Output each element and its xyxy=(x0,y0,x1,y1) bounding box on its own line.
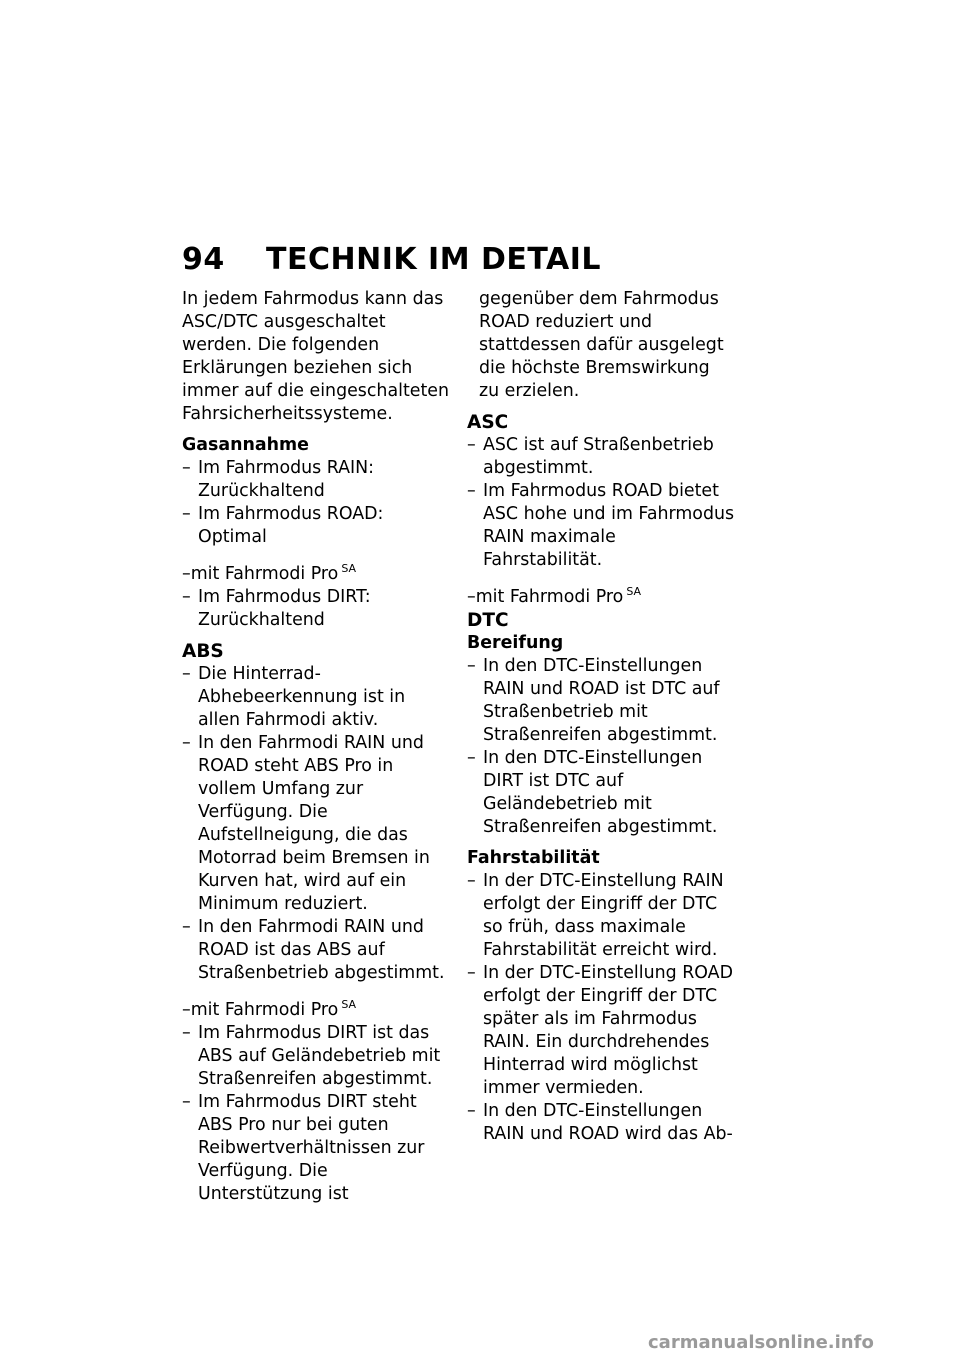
list-item: – In den DTC-Einstellungen RAIN und ROAD wird das Ab- xyxy=(467,1101,733,1144)
list-item: – Im Fahrmodus ROAD bietet ASC hohe und im Fahrmodus RAIN maximale Fahrstabilität. xyxy=(467,481,735,570)
list-item: – Die Hinterrad-Abhebeerkennung ist in allen Fahrmodi aktiv. xyxy=(182,664,406,730)
page-title: TECHNIK IM DETAIL xyxy=(266,242,602,277)
dtc-heading: DTC xyxy=(467,610,509,631)
list-item: – In den DTC-Einstellungen RAIN und ROAD ist DTC auf Straßenbetrieb mit Straßenreifen abgestimmt. xyxy=(467,656,720,745)
right-column xyxy=(467,288,735,1146)
list-item: – Im Fahrmodus DIRT steht ABS Pro nur bei guten Reibwertverhältnissen zur Verfügung. Die Unterstützung ist xyxy=(182,1092,425,1204)
gasannahme-heading: Gasannahme xyxy=(182,435,309,455)
option-note: –mit Fahrmodi Pro $^{SA}$ xyxy=(467,585,642,607)
page-header xyxy=(182,240,601,280)
continued-text: gegenüber dem Fahrmodus ROAD reduziert und stattdessen dafür ausgelegt die höchste Bremswirkung zu erzielen. xyxy=(479,289,724,401)
list-item: – In der DTC-Einstellung ROAD erfolgt der Eingriff der DTC später als im Fahrmodus RAIN. Ein durchdrehendes Hinterrad wird möglichst immer vermieden. xyxy=(467,963,733,1098)
asc-heading: ASC xyxy=(467,412,509,433)
list-item: – ASC ist auf Straßenbetrieb abgestimmt. xyxy=(467,435,714,478)
fahrstabilitaet-heading: Fahrstabilität xyxy=(467,848,600,868)
list-item: – In den Fahrmodi RAIN und ROAD steht ABS Pro in vollem Umfang zur Verfügung. Die Aufstellneigung, die das Motorrad beim Bremsen in Kurven hat, wird auf ein Minimum reduziert. xyxy=(182,733,430,914)
list-item: – In den Fahrmodi RAIN und ROAD ist das ABS auf Straßenbetrieb abgestimmt. xyxy=(182,917,445,983)
list-item: – Im Fahrmodus DIRT: Zurückhaltend xyxy=(182,587,371,630)
list-item: – In der DTC-Einstellung RAIN erfolgt der Eingriff der DTC so früh, dass maximale Fahrstabilität erreicht wird. xyxy=(467,871,724,960)
sa-superscript: SA xyxy=(626,585,642,598)
abs-heading: ABS xyxy=(182,641,224,662)
list-item: – In den DTC-Einstellungen DIRT ist DTC auf Geländebetrieb mit Straßenreifen abgestimmt. xyxy=(467,748,718,837)
option-note: –mit Fahrmodi Pro $^{SA}$ xyxy=(182,998,357,1020)
sa-superscript: SA xyxy=(341,562,357,575)
list-item: – Im Fahrmodus DIRT ist das ABS auf Geländebetrieb mit Straßenreifen abgestimmt. xyxy=(182,1023,441,1089)
page-number: 94 xyxy=(182,242,225,277)
intro-paragraph: In jedem Fahrmodus kann das ASC/DTC ausgeschaltet werden. Die folgenden Erklärungen beziehen sich immer auf die eingeschalteten Fahrsicherheitssysteme. xyxy=(182,289,449,424)
footer-watermark: carmanualsonline.info xyxy=(648,1332,874,1353)
list-item: – Im Fahrmodus RAIN: Zurückhaltend xyxy=(182,458,375,501)
bereifung-heading: Bereifung xyxy=(467,633,564,653)
sa-superscript: SA xyxy=(341,998,357,1011)
list-item: – Im Fahrmodus ROAD: Optimal xyxy=(182,504,384,547)
left-column xyxy=(182,288,450,1206)
option-note: –mit Fahrmodi Pro $^{SA}$ xyxy=(182,562,357,584)
